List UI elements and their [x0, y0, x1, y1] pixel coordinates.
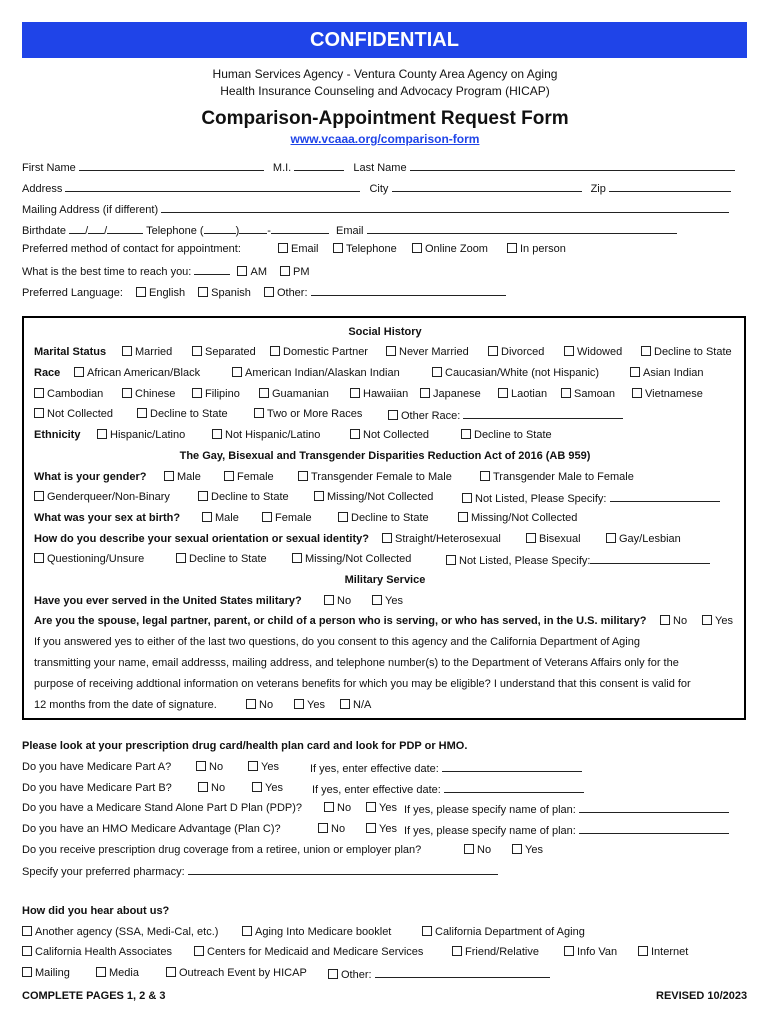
race-caucasian[interactable]: Caucasian/White (not Hispanic) — [432, 367, 599, 379]
address-field[interactable] — [65, 181, 360, 192]
orientation-not-listed[interactable]: Not Listed, Please Specify: — [446, 553, 710, 567]
checkbox-icon[interactable] — [22, 926, 32, 936]
served-row — [34, 595, 403, 607]
hmo-plan-field[interactable] — [579, 823, 729, 834]
hmo-label: Do you have an HMO Medicare Advantage (Plan C)? — [22, 823, 281, 835]
checkbox-icon[interactable] — [372, 595, 382, 605]
footer-revised: REVISED 10/2023 — [656, 990, 748, 1002]
checkbox-icon[interactable] — [350, 429, 360, 439]
orientation-specify-field[interactable] — [590, 553, 710, 564]
checkbox-icon[interactable] — [22, 946, 32, 956]
pharmacy-field[interactable] — [188, 864, 498, 875]
hear-another-agency[interactable]: Another agency (SSA, Medi-Cal, etc.) — [22, 926, 218, 938]
military-title: Military Service — [344, 574, 426, 586]
gender-trans-mtf[interactable]: Transgender Male to Female — [480, 471, 634, 483]
consent-na[interactable]: N/A — [340, 699, 371, 711]
sex-row — [34, 512, 578, 524]
address-row — [22, 181, 731, 195]
hmo-no[interactable]: No — [318, 823, 345, 835]
checkbox-icon[interactable] — [606, 533, 616, 543]
checkbox-icon[interactable] — [264, 287, 274, 297]
race-american-indian[interactable]: American Indian/Alaskan Indian — [232, 367, 400, 379]
part-b-label: Do you have Medicare Part B? — [22, 782, 172, 794]
first-name-label: First Name — [22, 162, 76, 174]
language-english[interactable]: English — [136, 287, 185, 299]
checkbox-icon[interactable] — [34, 553, 44, 563]
checkbox-icon[interactable] — [641, 346, 651, 356]
drug-intro: Please look at your prescription drug card/health plan card and look for PDP or HMO. — [22, 740, 468, 752]
orientation-gay[interactable]: Gay/Lesbian — [606, 533, 681, 545]
footer-complete-pages: COMPLETE PAGES 1, 2 & 3 — [22, 990, 166, 1002]
race-other-field[interactable] — [463, 408, 623, 419]
marital-domestic[interactable]: Domestic Partner — [270, 346, 368, 358]
checkbox-icon[interactable] — [328, 969, 338, 979]
checkbox-icon[interactable] — [561, 388, 571, 398]
checkbox-icon[interactable] — [488, 346, 498, 356]
checkbox-icon[interactable] — [232, 367, 242, 377]
checkbox-icon[interactable] — [212, 429, 222, 439]
checkbox-icon[interactable] — [638, 946, 648, 956]
gender-trans-ftm[interactable]: Transgender Female to Male — [298, 471, 452, 483]
orientation-bisexual[interactable]: Bisexual — [526, 533, 581, 545]
checkbox-icon[interactable] — [198, 287, 208, 297]
gender-not-listed[interactable]: Not Listed, Please Specify: — [462, 491, 720, 505]
checkbox-icon[interactable] — [237, 266, 247, 276]
checkbox-icon[interactable] — [34, 491, 44, 501]
checkbox-icon[interactable] — [420, 388, 430, 398]
social-history-title: Social History — [348, 326, 422, 338]
hear-cms[interactable]: Centers for Medicaid and Medicare Services — [194, 946, 423, 958]
checkbox-icon[interactable] — [202, 512, 212, 522]
race-asian-indian[interactable]: Asian Indian — [630, 367, 704, 379]
first-name-field[interactable] — [79, 160, 264, 171]
checkbox-icon[interactable] — [122, 346, 132, 356]
checkbox-icon[interactable] — [480, 471, 490, 481]
checkbox-icon[interactable] — [452, 946, 462, 956]
mailing-field[interactable] — [161, 202, 729, 213]
checkbox-icon[interactable] — [512, 844, 522, 854]
part-b-date-field[interactable] — [444, 782, 584, 793]
marital-separated[interactable]: Separated — [192, 346, 256, 358]
ethnicity-row — [34, 429, 552, 441]
consent-no[interactable]: No — [246, 699, 273, 711]
race-not-collected[interactable]: Not Collected — [34, 408, 113, 420]
part-a-date-field[interactable] — [442, 761, 582, 772]
marital-married[interactable]: Married — [122, 346, 172, 358]
race-decline[interactable]: Decline to State — [137, 408, 228, 420]
race-label: Race — [34, 367, 61, 379]
checkbox-icon[interactable] — [388, 410, 398, 420]
orientation-straight[interactable]: Straight/Heterosexual — [382, 533, 501, 545]
best-time-label: What is the best time to reach you: — [22, 266, 192, 278]
checkbox-icon[interactable] — [507, 243, 517, 253]
checkbox-icon[interactable] — [630, 367, 640, 377]
checkbox-icon[interactable] — [366, 802, 376, 812]
mi-label: M.I. — [272, 162, 292, 174]
retiree-yes[interactable]: Yes — [512, 844, 543, 856]
checkbox-icon[interactable] — [432, 367, 442, 377]
part-a-yes[interactable]: Yes — [248, 761, 279, 773]
mi-field[interactable] — [294, 160, 344, 171]
checkbox-icon[interactable] — [280, 266, 290, 276]
race-hawaiian[interactable]: Hawaiian — [350, 388, 408, 400]
pdp-label: Do you have a Medicare Stand Alone Part D Plan (PDP)? — [22, 802, 303, 814]
email-label: Email — [335, 225, 364, 237]
checkbox-icon[interactable] — [446, 555, 456, 565]
gender-specify-field[interactable] — [610, 491, 720, 502]
race-japanese[interactable]: Japanese — [420, 388, 481, 400]
gender-decline[interactable]: Decline to State — [198, 491, 289, 503]
orientation-row-1 — [34, 533, 681, 545]
checkbox-icon[interactable] — [248, 761, 258, 771]
consent-yes[interactable]: Yes — [294, 699, 325, 711]
race-guamanian[interactable]: Guamanian — [259, 388, 329, 400]
last-name-field[interactable] — [410, 160, 735, 171]
checkbox-icon[interactable] — [97, 429, 107, 439]
race-vietnamese[interactable]: Vietnamese — [632, 388, 703, 400]
language-row — [22, 285, 506, 299]
orientation-questioning[interactable]: Questioning/Unsure — [34, 553, 144, 565]
birthdate-row: Birthdate / / Telephone ( ) - Email — [22, 223, 677, 237]
checkbox-icon[interactable] — [278, 243, 288, 253]
city-field[interactable] — [392, 181, 582, 192]
sex-missing[interactable]: Missing/Not Collected — [458, 512, 577, 524]
phone-prefix-field[interactable] — [239, 223, 267, 234]
birth-day-field[interactable] — [88, 223, 104, 234]
checkbox-icon[interactable] — [464, 844, 474, 854]
retiree-row — [22, 844, 543, 856]
time-option-am[interactable]: AM — [237, 266, 267, 278]
form-title: Comparison-Appointment Request Form — [201, 108, 569, 129]
hear-cda[interactable]: California Department of Aging — [422, 926, 585, 938]
org-line-2: Health Insurance Counseling and Advocacy Program (HICAP) — [220, 84, 550, 98]
checkbox-icon[interactable] — [526, 533, 536, 543]
checkbox-icon[interactable] — [461, 429, 471, 439]
marital-divorced[interactable]: Divorced — [488, 346, 544, 358]
checkbox-icon[interactable] — [192, 388, 202, 398]
spouse-no[interactable]: No — [660, 615, 687, 627]
contact-method-row — [22, 243, 566, 255]
contact-option-in-person[interactable]: In person — [507, 243, 566, 255]
contact-option-telephone[interactable]: Telephone — [333, 243, 397, 255]
hear-friend[interactable]: Friend/Relative — [452, 946, 539, 958]
checkbox-icon[interactable] — [386, 346, 396, 356]
gender-missing[interactable]: Missing/Not Collected — [314, 491, 433, 503]
mailing-label: Mailing Address (if different) — [22, 204, 159, 216]
checkbox-icon[interactable] — [34, 388, 44, 398]
ethnicity-hispanic[interactable]: Hispanic/Latino — [97, 429, 185, 441]
language-label: Preferred Language: — [22, 287, 123, 299]
city-label: City — [369, 183, 389, 195]
checkbox-icon[interactable] — [194, 946, 204, 956]
checkbox-icon[interactable] — [242, 926, 252, 936]
hear-cha[interactable]: California Health Associates — [22, 946, 172, 958]
language-other-field[interactable] — [311, 285, 506, 296]
marital-decline[interactable]: Decline to State — [641, 346, 732, 358]
orientation-decline[interactable]: Decline to State — [176, 553, 267, 565]
checkbox-icon[interactable] — [324, 595, 334, 605]
checkbox-icon[interactable] — [164, 471, 174, 481]
hear-mailing[interactable]: Mailing — [22, 967, 70, 979]
checkbox-icon[interactable] — [34, 408, 44, 418]
ethnicity-decline[interactable]: Decline to State — [461, 429, 552, 441]
part-a-no[interactable]: No — [196, 761, 223, 773]
spouse-label: Are you the spouse, legal partner, parent, or child of a person who is serving, or who has served, in the U.S. military? — [34, 615, 647, 627]
race-african-american[interactable]: African American/Black — [74, 367, 200, 379]
race-laotian[interactable]: Laotian — [498, 388, 547, 400]
checkbox-icon[interactable] — [192, 346, 202, 356]
pdp-no[interactable]: No — [324, 802, 351, 814]
served-no[interactable]: No — [324, 595, 351, 607]
orientation-label: How do you describe your sexual orientation or sexual identity? — [34, 533, 369, 545]
best-time-field[interactable] — [194, 264, 230, 275]
hear-internet[interactable]: Internet — [638, 946, 688, 958]
best-time-row — [22, 264, 310, 278]
address-label: Address — [22, 183, 63, 195]
hmo-yes[interactable]: Yes — [366, 823, 397, 835]
spouse-yes[interactable]: Yes — [702, 615, 733, 627]
checkbox-icon[interactable] — [196, 761, 206, 771]
gender-genderqueer[interactable]: Genderqueer/Non-Binary — [34, 491, 170, 503]
pharmacy-row — [22, 864, 498, 878]
checkbox-icon[interactable] — [198, 782, 208, 792]
race-row-1 — [34, 367, 704, 379]
consent-line-1: If you answered yes to either of the last two questions, do you consent to this agency and the California Department of Aging — [34, 636, 640, 648]
ethnicity-not-collected[interactable]: Not Collected — [350, 429, 429, 441]
pdp-plan-name: If yes, please specify name of plan: — [404, 802, 729, 816]
part-a-effective: If yes, enter effective date: — [310, 761, 582, 775]
checkbox-icon[interactable] — [137, 408, 147, 418]
checkbox-icon[interactable] — [166, 967, 176, 977]
race-chinese[interactable]: Chinese — [122, 388, 175, 400]
race-filipino[interactable]: Filipino — [192, 388, 240, 400]
hmo-plan-name: If yes, please specify name of plan: — [404, 823, 729, 837]
zip-label: Zip — [590, 183, 606, 195]
served-yes[interactable]: Yes — [372, 595, 403, 607]
spouse-row — [34, 615, 733, 627]
checkbox-icon[interactable] — [198, 491, 208, 501]
sex-decline[interactable]: Decline to State — [338, 512, 429, 524]
race-other[interactable]: Other Race: — [388, 408, 623, 422]
marital-row — [34, 346, 732, 358]
contact-option-email[interactable]: Email — [278, 243, 319, 255]
checkbox-icon[interactable] — [136, 287, 146, 297]
language-other[interactable]: Other: — [264, 287, 308, 299]
checkbox-icon[interactable] — [458, 512, 468, 522]
part-a-label: Do you have Medicare Part A? — [22, 761, 172, 773]
gender-male[interactable]: Male — [164, 471, 201, 483]
consent-line-3: purpose of receiving addtional information on veterans benefits for which you may be eligible? I understand that this consent is valid for — [34, 678, 691, 690]
checkbox-icon[interactable] — [294, 699, 304, 709]
phone-number-field[interactable] — [271, 223, 329, 234]
part-a-row — [22, 761, 439, 775]
confidential-banner: CONFIDENTIAL — [22, 22, 747, 58]
gender-row-1 — [34, 471, 634, 483]
race-cambodian[interactable]: Cambodian — [34, 388, 103, 400]
checkbox-icon[interactable] — [340, 699, 350, 709]
part-b-yes[interactable]: Yes — [252, 782, 283, 794]
last-name-label: Last Name — [353, 162, 407, 174]
part-b-row — [22, 782, 441, 796]
checkbox-icon[interactable] — [462, 493, 472, 503]
checkbox-icon[interactable] — [314, 491, 324, 501]
gender-female[interactable]: Female — [224, 471, 274, 483]
retiree-no[interactable]: No — [464, 844, 491, 856]
contact-option-zoom[interactable]: Online Zoom — [412, 243, 488, 255]
language-spanish[interactable]: Spanish — [198, 287, 251, 299]
checkbox-icon[interactable] — [176, 553, 186, 563]
mailing-row — [22, 202, 729, 216]
checkbox-icon[interactable] — [564, 346, 574, 356]
pdp-plan-field[interactable] — [579, 802, 729, 813]
checkbox-icon[interactable] — [96, 967, 106, 977]
zip-field[interactable] — [609, 181, 731, 192]
name-row — [22, 160, 735, 174]
checkbox-icon[interactable] — [382, 533, 392, 543]
checkbox-icon[interactable] — [259, 388, 269, 398]
checkbox-icon[interactable] — [22, 967, 32, 977]
checkbox-icon[interactable] — [292, 553, 302, 563]
form-url-link[interactable]: www.vcaaa.org/comparison-form — [290, 132, 480, 146]
marital-widowed[interactable]: Widowed — [564, 346, 622, 358]
hear-aging-booklet[interactable]: Aging Into Medicare booklet — [242, 926, 391, 938]
hear-info-van[interactable]: Info Van — [564, 946, 617, 958]
checkbox-icon[interactable] — [366, 823, 376, 833]
checkbox-icon[interactable] — [422, 926, 432, 936]
served-label: Have you ever served in the United States military? — [34, 595, 302, 607]
sex-label: What was your sex at birth? — [34, 512, 181, 524]
race-samoan[interactable]: Samoan — [561, 388, 615, 400]
checkbox-icon[interactable] — [254, 408, 264, 418]
consent-line-2: transmitting your name, email addresss, mailing address, and telephone number(s) to the Department of Veterans Affairs only for the — [34, 657, 679, 669]
checkbox-icon[interactable] — [660, 615, 670, 625]
checkbox-icon[interactable] — [350, 388, 360, 398]
birth-month-field[interactable] — [69, 223, 85, 234]
checkbox-icon[interactable] — [122, 388, 132, 398]
ethnicity-not-hispanic[interactable]: Not Hispanic/Latino — [212, 429, 320, 441]
checkbox-icon[interactable] — [318, 823, 328, 833]
checkbox-icon[interactable] — [498, 388, 508, 398]
checkbox-icon[interactable] — [246, 699, 256, 709]
ethnicity-label: Ethnicity — [34, 429, 81, 441]
area-code-field[interactable] — [204, 223, 236, 234]
checkbox-icon[interactable] — [632, 388, 642, 398]
sex-male[interactable]: Male — [202, 512, 239, 524]
hear-other-field[interactable] — [375, 967, 550, 978]
contact-method-label: Preferred method of contact for appointment: — [22, 243, 241, 255]
email-field[interactable] — [367, 223, 677, 234]
checkbox-icon[interactable] — [564, 946, 574, 956]
birth-year-field[interactable] — [107, 223, 143, 234]
checkbox-icon[interactable] — [262, 512, 272, 522]
hear-outreach[interactable]: Outreach Event by HICAP — [166, 967, 307, 979]
pharmacy-label: Specify your preferred pharmacy: — [22, 866, 185, 878]
race-two-or-more[interactable]: Two or More Races — [254, 408, 362, 420]
hear-other[interactable]: Other: — [328, 967, 550, 981]
checkbox-icon[interactable] — [224, 471, 234, 481]
hear-title: How did you hear about us? — [22, 905, 170, 917]
checkbox-icon[interactable] — [74, 367, 84, 377]
checkbox-icon[interactable] — [298, 471, 308, 481]
checkbox-icon[interactable] — [270, 346, 280, 356]
checkbox-icon[interactable] — [338, 512, 348, 522]
retiree-label: Do you receive prescription drug coverage from a retiree, union or employer plan? — [22, 844, 422, 856]
sex-female[interactable]: Female — [262, 512, 312, 524]
marital-never[interactable]: Never Married — [386, 346, 469, 358]
checkbox-icon[interactable] — [324, 802, 334, 812]
hear-media[interactable]: Media — [96, 967, 139, 979]
marital-label: Marital Status — [34, 346, 107, 358]
checkbox-icon[interactable] — [412, 243, 422, 253]
orientation-missing[interactable]: Missing/Not Collected — [292, 553, 411, 565]
checkbox-icon[interactable] — [252, 782, 262, 792]
part-b-no[interactable]: No — [198, 782, 225, 794]
checkbox-icon[interactable] — [702, 615, 712, 625]
birthdate-label: Birthdate — [22, 225, 67, 237]
pdp-row — [22, 802, 576, 816]
gender-label: What is your gender? — [34, 471, 147, 483]
consent-line-4: 12 months from the date of signature. — [34, 699, 217, 711]
pdp-yes[interactable]: Yes — [366, 802, 397, 814]
part-b-effective: If yes, enter effective date: — [312, 782, 584, 796]
hmo-row — [22, 823, 576, 837]
telephone-label: Telephone ( — [146, 225, 204, 237]
consent-line-4-row — [34, 699, 372, 711]
checkbox-icon[interactable] — [333, 243, 343, 253]
ab959-title: The Gay, Bisexual and Transgender Disparities Reduction Act of 2016 (AB 959) — [179, 450, 591, 462]
org-line-1: Human Services Agency - Ventura County Area Agency on Aging — [212, 67, 558, 81]
time-option-pm[interactable]: PM — [280, 266, 310, 278]
